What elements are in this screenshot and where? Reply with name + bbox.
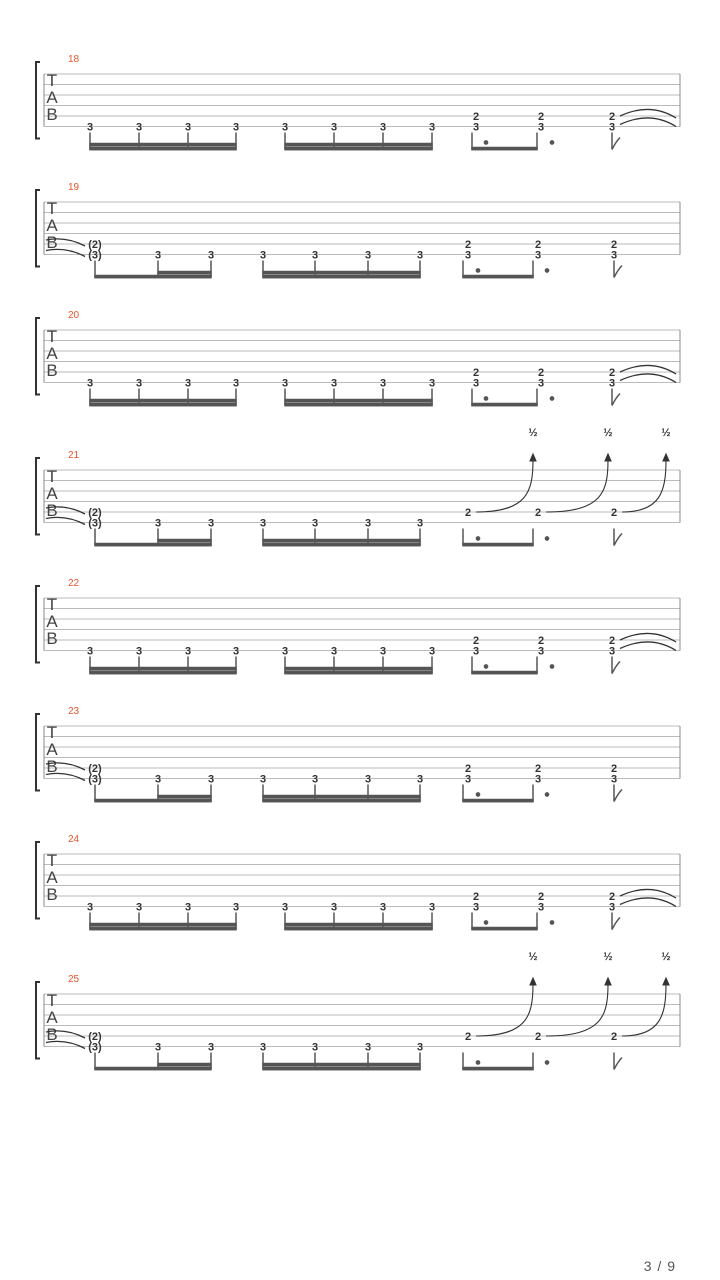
bend-label: ½ [528, 951, 538, 963]
beam [472, 928, 537, 930]
beam [285, 924, 432, 926]
fret-number: 2 [464, 507, 472, 519]
beam [90, 148, 236, 150]
measure-number: 18 [68, 54, 80, 65]
rhythm [90, 913, 620, 930]
beam [263, 276, 420, 278]
bend-curve [622, 460, 666, 512]
fret-number: 3 [311, 773, 319, 786]
beam [263, 796, 420, 798]
fret-number: 3 [86, 377, 94, 390]
fret-number: 3 [86, 645, 94, 658]
system-bracket [36, 190, 40, 267]
tie-out [620, 889, 676, 906]
beam [90, 928, 236, 930]
fret-number: 3 [281, 377, 289, 390]
fret-number: 3 [259, 249, 267, 262]
rhythm [95, 529, 622, 546]
measure-number: 24 [68, 834, 80, 845]
fret-number: 3 [464, 773, 472, 786]
dot [545, 269, 548, 272]
fret-number: 3 [537, 901, 545, 914]
flag [612, 662, 620, 674]
fret-number: 3 [259, 773, 267, 786]
fret-number: 3 [184, 901, 192, 914]
fret-number: 3 [232, 901, 240, 914]
fret-number: 3 [416, 517, 424, 530]
bends [476, 978, 669, 1036]
fret-number: 3 [534, 249, 542, 262]
tie [620, 633, 676, 642]
fret-number: 2 [537, 891, 545, 903]
bend-arrow [605, 454, 611, 461]
beam [90, 400, 236, 402]
beam [472, 404, 537, 406]
system-bracket [36, 982, 40, 1059]
measure-number: 20 [68, 310, 80, 321]
fret-number: 3 [364, 1041, 372, 1054]
beam [263, 272, 420, 274]
rhythm [95, 785, 622, 802]
beam [463, 276, 533, 278]
tie [620, 898, 676, 907]
fret-number: 3 [259, 517, 267, 530]
dot [476, 793, 479, 796]
fret-number: 2 [464, 1031, 472, 1043]
fret-number: 2 [472, 635, 480, 647]
dot [484, 665, 487, 668]
fret-number: 3 [472, 901, 480, 914]
measure-number: 19 [68, 182, 80, 193]
fret-number: 3 [610, 773, 618, 786]
fret-number: 3 [232, 121, 240, 134]
fret-number: 3 [472, 377, 480, 390]
rhythm [90, 657, 620, 674]
flag [612, 918, 620, 930]
bend-curve [546, 460, 608, 512]
bend-label: ½ [603, 951, 613, 963]
fret-number: 3 [154, 517, 162, 530]
tab-clef-t: T [46, 723, 58, 742]
notes [88, 763, 617, 786]
beam [463, 800, 533, 802]
fret-number: 3 [207, 249, 215, 262]
tie [620, 365, 676, 374]
fret-number: 3 [416, 1041, 424, 1054]
tab-clef-a: A [46, 216, 58, 235]
rhythm [95, 1053, 622, 1070]
fret-number: 3 [207, 517, 215, 530]
bend-arrow [663, 978, 669, 985]
fret-number: 3 [610, 249, 618, 262]
notes [87, 367, 615, 390]
beam [90, 924, 236, 926]
bend-label: ½ [603, 427, 613, 439]
flag [614, 534, 622, 546]
fret-number: 3 [154, 249, 162, 262]
beam [263, 1068, 420, 1070]
fret-number: 3 [534, 773, 542, 786]
dot [484, 921, 487, 924]
measure-number: 25 [68, 974, 80, 985]
tab-clef-b: B [46, 361, 58, 380]
fret-number: 3 [379, 901, 387, 914]
fret-number: 3 [184, 121, 192, 134]
notes [88, 507, 617, 530]
tab-clef-t: T [46, 595, 58, 614]
fret-number: 3 [416, 249, 424, 262]
flag [612, 394, 620, 406]
fret-number: 2 [610, 1031, 618, 1043]
fret-number: 2 [534, 507, 542, 519]
fret-number: 2 [534, 1031, 542, 1043]
bend-arrow [605, 978, 611, 985]
flag [614, 1058, 622, 1070]
tab-clef-t: T [46, 199, 58, 218]
fret-number: 3 [608, 121, 616, 134]
bend-arrow [530, 978, 536, 985]
dot [545, 537, 548, 540]
tie [620, 118, 676, 127]
fret-number: 3 [608, 377, 616, 390]
fret-number: 3 [428, 377, 436, 390]
measure-24 [36, 834, 680, 930]
fret-number: 3 [207, 1041, 215, 1054]
fret-number: 3 [281, 645, 289, 658]
bend-curve [476, 984, 533, 1036]
fret-number: 3 [311, 249, 319, 262]
fret-number: 3 [416, 773, 424, 786]
fret-number: 3 [135, 645, 143, 658]
fret-number: 3 [379, 121, 387, 134]
fret-number: 3 [259, 1041, 267, 1054]
fret-number: (2) [88, 507, 102, 519]
tab-clef-b: B [46, 1025, 58, 1044]
fret-number: 2 [610, 239, 618, 251]
fret-number: (2) [88, 239, 102, 251]
fret-number: 3 [472, 645, 480, 658]
beam [263, 544, 420, 546]
dot [476, 269, 479, 272]
fret-number: 2 [608, 111, 616, 123]
bend-curve [476, 460, 533, 512]
system-bracket [36, 586, 40, 663]
bend-arrow [530, 454, 536, 461]
tab-clef-b: B [46, 757, 58, 776]
notes [87, 635, 615, 658]
dot [550, 141, 553, 144]
beam [263, 540, 420, 542]
fret-number: 2 [608, 367, 616, 379]
tie [620, 889, 676, 898]
fret-number: 3 [184, 377, 192, 390]
dot [476, 1061, 479, 1064]
rhythm [90, 133, 620, 150]
bend-label: ½ [661, 951, 671, 963]
system-bracket [36, 318, 40, 395]
fret-number: 3 [537, 121, 545, 134]
tab-clef-b: B [46, 233, 58, 252]
fret-number: 3 [184, 645, 192, 658]
fret-number: 2 [537, 367, 545, 379]
beam [285, 928, 432, 930]
rhythm [90, 389, 620, 406]
tab-clef-a: A [46, 88, 58, 107]
fret-number: 2 [534, 239, 542, 251]
fret-number: 2 [472, 891, 480, 903]
tab-clef-a: A [46, 740, 58, 759]
measure-number: 22 [68, 578, 80, 589]
fret-number: 3 [364, 517, 372, 530]
fret-number: 3 [86, 121, 94, 134]
beam [95, 276, 211, 278]
beam [285, 144, 432, 146]
fret-number: 3 [232, 645, 240, 658]
fret-number: 3 [364, 249, 372, 262]
fret-number: 3 [86, 901, 94, 914]
beam [158, 272, 211, 274]
beam [472, 148, 537, 150]
fret-number: 3 [135, 121, 143, 134]
flag [612, 138, 620, 150]
system-bracket [36, 842, 40, 919]
tab-clef-a: A [46, 484, 58, 503]
fret-number: 3 [428, 645, 436, 658]
fret-number: 3 [311, 1041, 319, 1054]
fret-number: (3) [88, 517, 102, 530]
fret-number: 3 [464, 249, 472, 262]
dot [550, 397, 553, 400]
fret-number: 3 [135, 377, 143, 390]
bend-label: ½ [528, 427, 538, 439]
fret-number: 2 [472, 367, 480, 379]
fret-number: 3 [207, 773, 215, 786]
beam [285, 672, 432, 674]
fret-number: 3 [135, 901, 143, 914]
fret-number: 3 [281, 121, 289, 134]
beam [263, 800, 420, 802]
bend-arrow [663, 454, 669, 461]
beam [472, 672, 537, 674]
dot [476, 537, 479, 540]
fret-number: 3 [608, 645, 616, 658]
beam [95, 800, 211, 802]
fret-number: 3 [154, 773, 162, 786]
fret-number: 3 [428, 121, 436, 134]
fret-number: 3 [232, 377, 240, 390]
measure-21 [36, 427, 680, 546]
notes [87, 111, 615, 134]
fret-number: 3 [428, 901, 436, 914]
measure-number: 21 [68, 450, 80, 461]
tab-clef-a: A [46, 612, 58, 631]
fret-number: 3 [537, 645, 545, 658]
fret-number: (2) [88, 1031, 102, 1043]
bends [476, 454, 669, 512]
fret-number: 3 [608, 901, 616, 914]
beam [90, 668, 236, 670]
tie [620, 642, 676, 651]
fret-number: 2 [464, 239, 472, 251]
fret-number: 2 [464, 763, 472, 775]
measure-19 [36, 182, 680, 278]
measure-22 [36, 578, 680, 674]
bend-curve [622, 984, 666, 1036]
fret-number: 3 [330, 121, 338, 134]
fret-number: 2 [610, 763, 618, 775]
tab-clef-b: B [46, 501, 58, 520]
tie [620, 374, 676, 383]
measure-25 [36, 951, 680, 1070]
measure-23 [36, 706, 680, 802]
system-bracket [36, 62, 40, 139]
fret-number: 3 [154, 1041, 162, 1054]
fret-number: (3) [88, 1041, 102, 1054]
fret-number: 3 [379, 377, 387, 390]
flag [614, 790, 622, 802]
fret-number: 3 [537, 377, 545, 390]
flag [614, 266, 622, 278]
fret-number: 3 [330, 901, 338, 914]
tab-clef-a: A [46, 1008, 58, 1027]
system-bracket [36, 714, 40, 791]
dot [550, 921, 553, 924]
fret-number: 2 [608, 635, 616, 647]
fret-number: 3 [330, 645, 338, 658]
beam [158, 1064, 211, 1066]
tab-clef-t: T [46, 467, 58, 486]
notes [87, 891, 615, 914]
tie [620, 109, 676, 118]
beam [463, 1068, 533, 1070]
beam [285, 404, 432, 406]
fret-number: 3 [472, 121, 480, 134]
tab-clef-t: T [46, 991, 58, 1010]
fret-number: 2 [534, 763, 542, 775]
beam [158, 796, 211, 798]
fret-number: (2) [88, 763, 102, 775]
beam [263, 1064, 420, 1066]
page-number: 3 / 9 [643, 1258, 676, 1274]
dot [545, 1061, 548, 1064]
fret-number: 2 [610, 507, 618, 519]
beam [90, 404, 236, 406]
tab-clef-t: T [46, 851, 58, 870]
dot [484, 141, 487, 144]
fret-number: 3 [364, 773, 372, 786]
fret-number: (3) [88, 249, 102, 262]
beam [463, 544, 533, 546]
measure-number: 23 [68, 706, 80, 717]
bend-curve [546, 984, 608, 1036]
fret-number: 3 [330, 377, 338, 390]
beam [90, 672, 236, 674]
tab-clef-a: A [46, 344, 58, 363]
fret-number: (3) [88, 773, 102, 786]
fret-number: 3 [311, 517, 319, 530]
beam [90, 144, 236, 146]
system-bracket [36, 458, 40, 535]
tab-clef-a: A [46, 868, 58, 887]
tab-clef-t: T [46, 327, 58, 346]
tab-clef-b: B [46, 105, 58, 124]
tie-out [620, 365, 676, 382]
dot [484, 397, 487, 400]
notes [88, 239, 617, 262]
fret-number: 2 [537, 111, 545, 123]
dot [550, 665, 553, 668]
fret-number: 2 [472, 111, 480, 123]
bend-label: ½ [661, 427, 671, 439]
fret-number: 2 [608, 891, 616, 903]
beam [95, 544, 211, 546]
beam [285, 668, 432, 670]
tab-clef-t: T [46, 71, 58, 90]
dot [545, 793, 548, 796]
notes [88, 1031, 617, 1054]
beam [285, 400, 432, 402]
measure-18 [36, 54, 680, 150]
tie-out [620, 633, 676, 650]
tab-clef-b: B [46, 885, 58, 904]
fret-number: 2 [537, 635, 545, 647]
fret-number: 3 [379, 645, 387, 658]
beam [158, 540, 211, 542]
beam [95, 1068, 211, 1070]
tab-clef-b: B [46, 629, 58, 648]
beam [285, 148, 432, 150]
measure-20 [36, 310, 680, 406]
tie-out [620, 109, 676, 126]
rhythm [95, 261, 622, 278]
fret-number: 3 [281, 901, 289, 914]
